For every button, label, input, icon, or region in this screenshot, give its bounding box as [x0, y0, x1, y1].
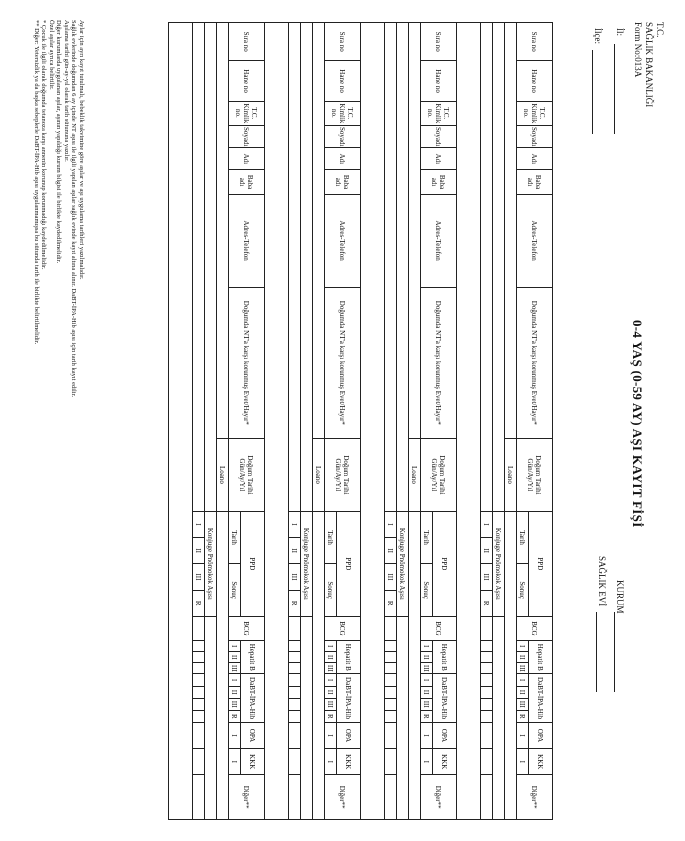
- konjuge-ii: II: [193, 538, 205, 564]
- vaccine-record-table: [168, 22, 553, 820]
- bcg-header: BCG: [517, 616, 553, 640]
- sonuc-header: Sonuç: [325, 564, 337, 617]
- ilce-field[interactable]: [592, 50, 593, 134]
- dogum-tarihi-header: Doğum Tarihi Gün/Ay/Yıl: [325, 439, 361, 512]
- hepb-iii: III: [229, 663, 241, 674]
- sonuc-header: Sonuç: [229, 564, 241, 617]
- hepb-i: I: [421, 641, 433, 652]
- kkk-header: KKK: [241, 749, 265, 775]
- dabt-ii: II: [325, 686, 337, 698]
- loano-label: Loano: [505, 439, 517, 512]
- konjuge-i: I: [481, 511, 493, 537]
- diger-header: Diğer**: [421, 775, 457, 820]
- soyadi-header: Soyadı: [517, 126, 553, 148]
- note-line: Aylar için ayrı kayıt tutulmalı, bebeklik takvimine göre aşılar ve aşı uygulama tarihleri yazılmalıdır.: [78, 20, 85, 280]
- baba-header: Baba adı: [517, 170, 553, 194]
- opa-header: OPA: [433, 722, 457, 748]
- ilce-label: İlçe:: [593, 28, 603, 44]
- opa-header: OPA: [241, 722, 265, 748]
- record-entry-area[interactable]: [265, 23, 289, 820]
- header-ministry: SAĞLIK BAKANLIĞI: [644, 22, 654, 108]
- konjuge-iii: III: [289, 564, 301, 590]
- adi-header: Adı: [421, 148, 457, 170]
- bcg-header: BCG: [325, 616, 361, 640]
- note-line: Özel aşılar ayrıca belirtilir.: [48, 20, 55, 90]
- note-line: Aşılama tarihi gün-ay-yıl olarak tarih sütununa yazılır.: [63, 20, 70, 162]
- record-block: [265, 23, 361, 820]
- sira-header: Sıra no: [325, 23, 361, 61]
- opa-header: OPA: [529, 722, 553, 748]
- dabt-r: R: [421, 710, 433, 722]
- hepb-header: Hepatit B: [241, 641, 265, 674]
- ppd-header: PPD: [529, 511, 553, 616]
- hepb-i: I: [229, 641, 241, 652]
- sira-header: Sıra no: [421, 23, 457, 61]
- record-entry-area[interactable]: [169, 23, 193, 820]
- konjuge-i: I: [193, 511, 205, 537]
- dogum-tarihi-header: Doğum Tarihi Gün/Ay/Yıl: [517, 439, 553, 512]
- note-line: Diğer kurumlarda uygulanan aşılar, aşının yapıldığı kurum bilgisi ile birlikte kaydedilmelidir.: [55, 20, 63, 264]
- sira-header: Sıra no: [517, 23, 553, 61]
- dogumda-header: Doğumda NT'a karşı korunmuş Evet/Hayır*: [229, 287, 265, 439]
- konjuge-header: Konjuge Pnömokok Aşısı: [205, 511, 217, 616]
- dabt-i: I: [421, 674, 433, 686]
- record-entry-area[interactable]: [457, 23, 481, 820]
- opa-i: I: [229, 722, 241, 748]
- dabt-iii: III: [229, 698, 241, 710]
- soyadi-header: Soyadı: [229, 126, 265, 148]
- note-line: * Çocuk ile ilgili olarak doğumda tetanoza karşı annenin korunup korunmadığı kaydedilmelidir.: [40, 20, 48, 270]
- dabt-iii: III: [325, 698, 337, 710]
- sira-header: Sıra no: [229, 23, 265, 61]
- tc-header: T.C. Kimlik no.: [325, 101, 361, 125]
- hepb-header: Hepatit B: [529, 641, 553, 674]
- konjuge-r: R: [481, 590, 493, 616]
- loano-label: Loano: [409, 439, 421, 512]
- dabt-ii: II: [517, 686, 529, 698]
- hepb-ii: II: [421, 652, 433, 663]
- adres-header: Adres-Telefon: [517, 194, 553, 287]
- konjuge-ii: II: [385, 538, 397, 564]
- dogum-tarihi-header: Doğum Tarihi Gün/Ay/Yıl: [421, 439, 457, 512]
- hepb-ii: II: [325, 652, 337, 663]
- dabt-iii: III: [421, 698, 433, 710]
- il-field[interactable]: [614, 44, 615, 134]
- hepb-header: Hepatit B: [433, 641, 457, 674]
- dabt-r: R: [325, 710, 337, 722]
- hane-header: Hane no: [229, 61, 265, 101]
- header-tc: T.C.: [655, 22, 665, 38]
- dabt-ii: II: [421, 686, 433, 698]
- record-block: [457, 23, 553, 820]
- hepb-ii: II: [229, 652, 241, 663]
- dogum-tarihi-header: Doğum Tarihi Gün/Ay/Yıl: [229, 439, 265, 512]
- sonuc-header: Sonuç: [421, 564, 433, 617]
- tc-header: T.C. Kimlik no.: [229, 101, 265, 125]
- ppd-header: PPD: [433, 511, 457, 616]
- kurum-label: KURUM: [615, 580, 625, 614]
- opa-i: I: [517, 722, 529, 748]
- loano-label: Loano: [217, 439, 229, 512]
- konjuge-r: R: [385, 590, 397, 616]
- bcg-header: BCG: [229, 616, 265, 640]
- kurum-field[interactable]: [614, 612, 615, 692]
- dabt-header: DaBT-İPA-Hib: [337, 674, 361, 722]
- dabt-iii: III: [517, 698, 529, 710]
- adi-header: Adı: [517, 148, 553, 170]
- konjuge-header: Konjuge Pnömokok Aşısı: [493, 511, 505, 616]
- hepb-iii: III: [325, 663, 337, 674]
- dogumda-header: Doğumda NT'a karşı korunmuş Evet/Hayır*: [325, 287, 361, 439]
- note-line: Sağlık evlerinde doğumdan 6 ay içinde NT aşısı ile ilgili yapılan aşılar sağlık evinde kayıt altına alınır. DaBT-İPA-Hib aşısı için tarih kayıt edilir.: [70, 20, 78, 398]
- konjuge-r: R: [289, 590, 301, 616]
- kkk-i: I: [229, 749, 241, 775]
- form-title: 0-4 YAŞ (0-59 AY) AŞI KAYIT FİŞİ: [630, 320, 645, 528]
- kkk-i: I: [421, 749, 433, 775]
- baba-header: Baba adı: [421, 170, 457, 194]
- dabt-ii: II: [229, 686, 241, 698]
- baba-header: Baba adı: [229, 170, 265, 194]
- kkk-header: KKK: [529, 749, 553, 775]
- konjuge-ii: II: [289, 538, 301, 564]
- tarih-header: Tarih: [229, 511, 241, 564]
- hepb-i: I: [325, 641, 337, 652]
- soyadi-header: Soyadı: [325, 126, 361, 148]
- dabt-header: DaBT-İPA-Hib: [433, 674, 457, 722]
- hane-header: Hane no: [517, 61, 553, 101]
- opa-i: I: [325, 722, 337, 748]
- dabt-i: I: [325, 674, 337, 686]
- kkk-i: I: [325, 749, 337, 775]
- dogumda-header: Doğumda NT'a karşı korunmuş Evet/Hayır*: [517, 287, 553, 439]
- header-form-no: Form No:013A: [633, 22, 643, 78]
- konjuge-i: I: [385, 511, 397, 537]
- konjuge-iii: III: [193, 564, 205, 590]
- opa-header: OPA: [337, 722, 361, 748]
- record-block: [169, 23, 265, 820]
- sonuc-header: Sonuç: [517, 564, 529, 617]
- loano-label: Loano: [313, 439, 325, 512]
- adi-header: Adı: [229, 148, 265, 170]
- hane-header: Hane no: [421, 61, 457, 101]
- footnotes: [33, 20, 86, 820]
- konjuge-iii: III: [385, 564, 397, 590]
- dogumda-header: Doğumda NT'a karşı korunmuş Evet/Hayır*: [421, 287, 457, 439]
- konjuge-ii: II: [481, 538, 493, 564]
- record-block: [361, 23, 457, 820]
- tc-header: T.C. Kimlik no.: [421, 101, 457, 125]
- dabt-r: R: [229, 710, 241, 722]
- diger-header: Diğer**: [325, 775, 361, 820]
- hepb-iii: III: [421, 663, 433, 674]
- record-entry-area[interactable]: [361, 23, 385, 820]
- hepb-i: I: [517, 641, 529, 652]
- saglik-evi-label: SAĞLIK EVİ: [597, 556, 607, 607]
- il-label: İl:: [615, 28, 625, 36]
- tarih-header: Tarih: [325, 511, 337, 564]
- adres-header: Adres-Telefon: [421, 194, 457, 287]
- tarih-header: Tarih: [517, 511, 529, 564]
- baba-header: Baba adı: [325, 170, 361, 194]
- tc-header: T.C. Kimlik no.: [517, 101, 553, 125]
- saglik-evi-field[interactable]: [596, 612, 597, 692]
- tarih-header: Tarih: [421, 511, 433, 564]
- note-line: ** Diğer: Yetersizlik ya da başka sebeplerle DaBT-İPA-Hib aşısı uygulanmamışsa bu sütunda tarih ile birlikte belirtilmelidir.: [33, 20, 40, 345]
- ppd-header: PPD: [241, 511, 265, 616]
- adres-header: Adres-Telefon: [325, 194, 361, 287]
- dabt-r: R: [517, 710, 529, 722]
- kkk-header: KKK: [433, 749, 457, 775]
- diger-header: Diğer**: [229, 775, 265, 820]
- hane-header: Hane no: [325, 61, 361, 101]
- dabt-i: I: [517, 674, 529, 686]
- hepb-ii: II: [517, 652, 529, 663]
- konjuge-iii: III: [481, 564, 493, 590]
- diger-header: Diğer**: [517, 775, 553, 820]
- dabt-header: DaBT-İPA-Hib: [241, 674, 265, 722]
- adi-header: Adı: [325, 148, 361, 170]
- konjuge-header: Konjuge Pnömokok Aşısı: [397, 511, 409, 616]
- kkk-i: I: [517, 749, 529, 775]
- hepb-iii: III: [517, 663, 529, 674]
- ppd-header: PPD: [337, 511, 361, 616]
- konjuge-i: I: [289, 511, 301, 537]
- dabt-header: DaBT-İPA-Hib: [529, 674, 553, 722]
- konjuge-header: Konjuge Pnömokok Aşısı: [301, 511, 313, 616]
- kkk-header: KKK: [337, 749, 361, 775]
- dabt-i: I: [229, 674, 241, 686]
- adres-header: Adres-Telefon: [229, 194, 265, 287]
- konjuge-r: R: [193, 590, 205, 616]
- hepb-header: Hepatit B: [337, 641, 361, 674]
- soyadi-header: Soyadı: [421, 126, 457, 148]
- opa-i: I: [421, 722, 433, 748]
- bcg-header: BCG: [421, 616, 457, 640]
